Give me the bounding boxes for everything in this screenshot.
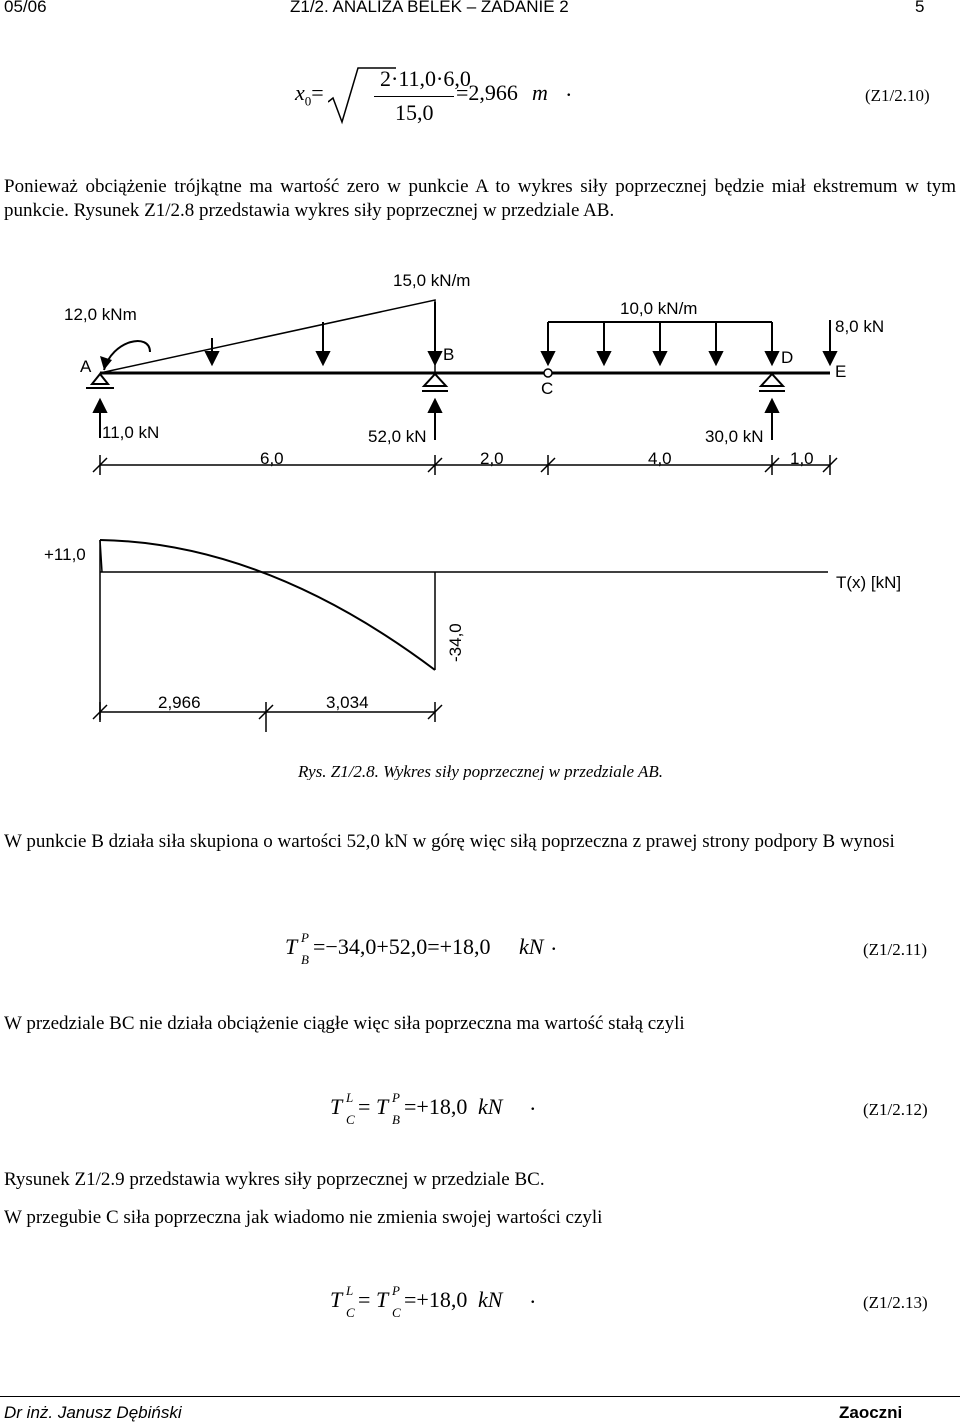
fraction-bar: [374, 96, 454, 97]
eq12-dot: .: [530, 1090, 536, 1115]
eq10-lhs-sub: 0: [304, 93, 312, 109]
uniform-load-arrows: [542, 322, 778, 364]
eq13-eq: =: [358, 1287, 371, 1312]
eq13-unit: kN: [478, 1287, 503, 1312]
point-load-label: 8,0 kN: [835, 317, 885, 336]
eq12-unit: kN: [478, 1094, 503, 1119]
eq11-dot: .: [551, 930, 557, 955]
eq11-sup: P: [301, 930, 309, 945]
eq11-sub: B: [301, 952, 309, 967]
point-b-label: B: [443, 345, 455, 364]
eq10-result: =2,966: [456, 80, 518, 105]
hinge-c: [544, 369, 552, 377]
diagram-dimension-line: [93, 702, 442, 732]
eq13-rhs: =+18,0: [404, 1287, 468, 1312]
reaction-d-label: 30,0 kN: [705, 427, 764, 446]
diagram-label: T(x) [kN]: [836, 573, 902, 592]
reaction-arrows: [94, 400, 778, 440]
eq12-rhs: =+18,0: [404, 1094, 468, 1119]
point-a-label: A: [80, 357, 92, 376]
eq13-sub2: C: [392, 1305, 401, 1320]
eq11-rhs: =−34,0+52,0=+18,0: [313, 934, 491, 959]
point-c-label: C: [541, 379, 554, 398]
dimension-line: [93, 455, 837, 475]
eq13-sup1: L: [346, 1283, 354, 1298]
triangular-load: [100, 300, 435, 373]
eq13-t1: T: [330, 1287, 343, 1312]
eq12-sub2: B: [392, 1112, 400, 1127]
equation-z1-2-11: [285, 930, 960, 970]
eq13-dot: .: [530, 1283, 536, 1308]
figure-caption: Rys. Z1/2.8. Wykres siły poprzecznej w przedziale AB.: [298, 762, 664, 780]
support-d: [759, 374, 785, 391]
eq13-t2: T: [376, 1287, 389, 1312]
footer-right: Zaoczni: [839, 1403, 903, 1422]
reaction-b-label: 52,0 kN: [368, 427, 427, 446]
paragraph-3: W przedziale BC nie działa obciążenie ciągłe więc siła poprzeczna ma wartość stałą czyli: [4, 1013, 685, 1034]
header-date: 05/06: [4, 0, 47, 16]
support-b: [422, 374, 448, 391]
eq12-sup2: P: [392, 1090, 400, 1105]
paragraph-5: W przegubie C siła poprzeczna jak wiadomo nie zmienia swojej wartości czyli: [4, 1207, 603, 1228]
eq12-t2: T: [376, 1094, 389, 1119]
dim-bc: 2,0: [480, 449, 504, 468]
page-header: [0, 0, 960, 22]
eq10-number: (Z1/2.10): [865, 86, 930, 105]
eq11-t: T: [285, 934, 298, 959]
dim-de: 1,0: [790, 449, 814, 468]
diagram-top-value: +11,0: [44, 545, 86, 564]
point-e-label: E: [835, 362, 847, 381]
page-footer: [0, 1400, 960, 1425]
eq12-eq: =: [358, 1094, 371, 1119]
diagram-bottom-value: -34,0: [446, 623, 465, 662]
paragraph-4: Rysunek Z1/2.9 przedstawia wykres siły poprzecznej w przedziale BC.: [4, 1169, 545, 1190]
footer-rule: [0, 1396, 960, 1397]
header-page-number: 5: [915, 0, 925, 16]
eq12-sup1: L: [346, 1090, 354, 1105]
uniform-load-label: 10,0 kN/m: [620, 299, 698, 318]
support-a: [86, 374, 114, 388]
eq13-sub1: C: [346, 1305, 355, 1320]
dim-rest: 3,034: [326, 693, 369, 712]
eq12-sub1: C: [346, 1112, 355, 1127]
eq10-numerator: 2·11,0·6,0: [380, 66, 471, 91]
moment-arc: [104, 341, 150, 370]
dim-x0: 2,966: [158, 693, 201, 712]
moment-label: 12,0 kNm: [64, 305, 137, 324]
dim-cd: 4,0: [648, 449, 672, 468]
eq12-number: (Z1/2.12): [863, 1100, 928, 1119]
eq10-unit: m: [532, 80, 548, 105]
footer-author: Dr inż. Janusz Dębiński: [4, 1403, 182, 1422]
dim-ab: 6,0: [260, 449, 284, 468]
eq10-denominator: 15,0: [395, 100, 434, 125]
eq11-number: (Z1/2.11): [863, 940, 928, 959]
equation-z1-2-10: $x_0=$ 2·11,0·6,0 15,0 =2,966 m . (Z1/2.10): [295, 66, 930, 125]
eq10-dot: .: [566, 76, 572, 101]
eq11-unit: kN: [519, 934, 544, 959]
eq13-sup2: P: [392, 1283, 400, 1298]
point-d-label: D: [781, 348, 794, 367]
eq13-number: (Z1/2.13): [863, 1293, 928, 1312]
shear-curve: [100, 540, 435, 670]
eq10-lhs: x: [295, 80, 305, 105]
paragraph-2: W punkcie B działa siła skupiona o wartości 52,0 kN w górę więc siłą poprzeczna z prawej strony podpory B wynosi: [4, 831, 895, 852]
triangular-load-arrows: [206, 302, 441, 364]
equation-z1-2-13: [330, 1283, 960, 1323]
figure-beam-shear: [0, 260, 960, 780]
equation-z1-2-12: [330, 1090, 960, 1130]
triangular-load-label: 15,0 kN/m: [393, 271, 471, 290]
header-title: Z1/2. ANALIZA BELEK – ZADANIE 2: [290, 0, 569, 16]
eq12-t1: T: [330, 1094, 343, 1119]
paragraph-1: Ponieważ obciążenie trójkątne ma wartość zero w punkcie A to wykres siły poprzecznej będzie miał ekstremum w tym punkcie. Rysunek Z1/2.8 przedstawia wykres siły poprzecznej w przedziale AB.: [4, 176, 956, 221]
reaction-a-label: 11,0 kN: [102, 423, 160, 442]
